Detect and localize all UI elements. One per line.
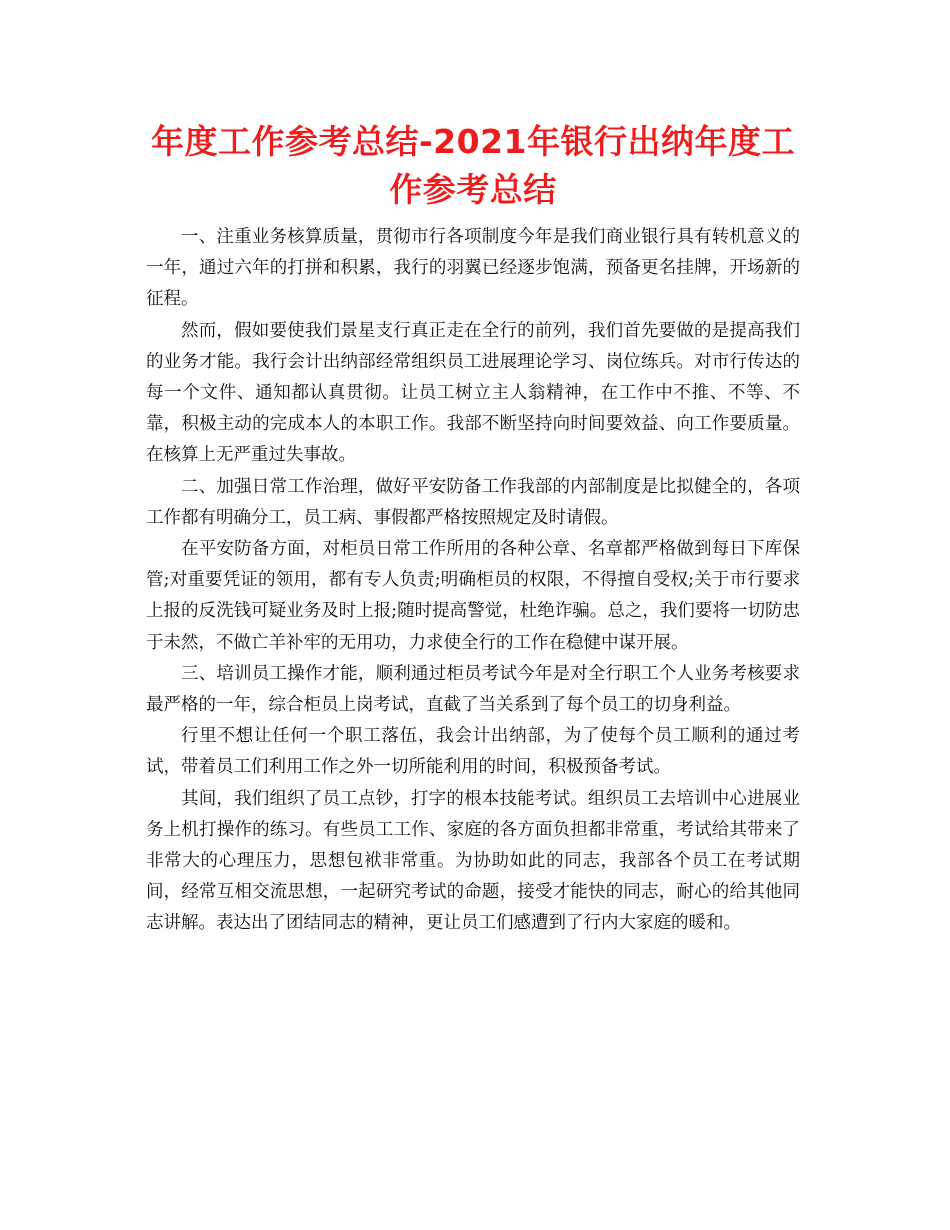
paragraph: 三、培训员工操作才能，顺利通过柜员考试今年是对全行职工个人业务考核要求最严格的一年，综合柜员上岗考试，直截了当关系到了每个员工的切身利益。: [146, 663, 800, 716]
paragraph: 在平安防备方面，对柜员日常工作所用的各种公章、名章都严格做到每日下库保管;对重要凭证的领用，都有专人负责;明确柜员的权限，不得擅自受权;关于市行要求上报的反洗钱可疑业务及时上报;随时提高警觉，杜绝诈骗。总之，我们要将一切防忠于未然，不做亡羊补牢的无用功，力求使全行的工作在稳健中谋开展。: [146, 539, 800, 653]
document-body: [146, 222, 800, 940]
paragraph: 二、加强日常工作治理，做好平安防备工作我部的内部制度是比拟健全的，各项工作都有明确分工，员工病、事假都严格按照规定及时请假。: [146, 476, 800, 528]
paragraph: 一、注重业务核算质量，贯彻市行各项制度今年是我们商业银行具有转机意义的一年，通过六年的打拼和积累，我行的羽翼已经逐步饱满，预备更名挂牌，开场新的征程。: [146, 227, 800, 310]
paragraph: 行里不想让任何一个职工落伍，我会计出纳部，为了使每个员工顺利的通过考试，带着员工们利用工作之外一切所能利用的时间，积极预备考试。: [146, 726, 800, 778]
paragraph: 其间，我们组织了员工点钞，打字的根本技能考试。组织员工去培训中心进展业务上机打操作的练习。有些员工工作、家庭的各方面负担都非常重，考试给其带来了非常大的心理压力，思想包袱非常重。为协助如此的同志，我部各个员工在考试期间，经常互相交流思想，一起研究考试的命题，接受才能快的同志，耐心的给其他同志讲解。表达出了团结同志的精神，更让员工们感遭到了行内大家庭的暖和。: [146, 788, 800, 934]
paragraph: 然而，假如要使我们景星支行真正走在全行的前列，我们首先要做的是提高我们的业务才能。我行会计出纳部经常组织员工进展理论学习、岗位练兵。对市行传达的每一个文件、通知都认真贯彻。让员工树立主人翁精神，在工作中不推、不等、不靠，积极主动的完成本人的本职工作。我部不断坚持向时间要效益、向工作要质量。在核算上无严重过失事故。: [146, 320, 800, 466]
document-title: 年度工作参考总结-2021年银行出纳年度工作参考总结: [150, 122, 796, 209]
